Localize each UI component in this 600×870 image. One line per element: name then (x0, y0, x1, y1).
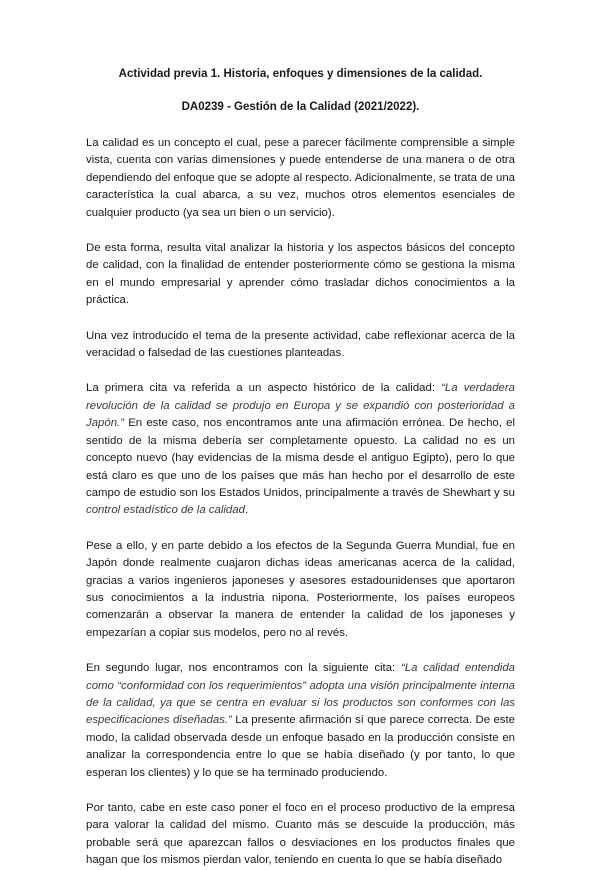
document-title: Actividad previa 1. Historia, enfoques y dimensiones de la calidad. (118, 68, 483, 80)
paragraph-4-quote: “La verdadera revolución de la calidad se produjo en Europa y se expandió con posterioridad a Japón.” (86, 382, 515, 430)
paragraph-6-intro: En segundo lugar, nos encontramos con la siguiente cita: (86, 662, 401, 675)
paragraph-4-emphasis: control estadístico de la calidad (86, 504, 245, 517)
paragraph-4-body: En este caso, nos encontramos ante una afirmación errónea. De hecho, el sentido de la misma debería ser completamente opuesto. La calidad no es un concepto nuevo (hay evidencias de la misma desde el antiguo Egipto), pero lo que está claro es que uno de los países que más han hecho por el desarrollo de este campo de estudio son los Estados Unidos, principalmente a través de Shewhart y su (86, 417, 515, 499)
paragraph-6 (86, 660, 515, 782)
paragraph-3: Una vez introducido el tema de la presente actividad, cabe reflexionar acerca de la veracidad o falsedad de las cuestiones planteadas. (86, 329, 515, 360)
paragraph-6-body: La presente afirmación sí que parece correcta. De este modo, la calidad observada desde un enfoque basado en la producción consiste en analizar la correspondencia entre lo que se había diseñado (y por tanto, lo que esperan los clientes) y lo que se ha terminado produciendo. (86, 714, 515, 779)
paragraph-2: De esta forma, resulta vital analizar la historia y los aspectos básicos del concepto de calidad, con la finalidad de entender posteriormente cómo se gestiona la misma en el mundo empresarial y aprender cómo trasladar dichos conocimientos a la práctica. (86, 242, 515, 307)
paragraph-4-intro: La primera cita va referida a un aspecto histórico de la calidad: (86, 382, 442, 395)
document-subtitle: DA0239 - Gestión de la Calidad (2021/2022). (181, 101, 420, 113)
paragraph-4 (86, 380, 515, 519)
paragraph-5: Pese a ello, y en parte debido a los efectos de la Segunda Guerra Mundial, fue en Japón donde realmente cuajaron dichas ideas americanas acerca de la calidad, gracias a varios ingenieros japoneses y asesores estadounidenses que aportaron sus conocimientos a la industria nipona. Posteriormente, los países europeos comenzarán a observar la manera de entender la calidad de los japoneses y empezarían a copiar sus modelos, pero no al revés. (86, 539, 515, 639)
paragraph-1: La calidad es un concepto el cual, pese a parecer fácilmente comprensible a simple vista, cuenta con varias dimensiones y puede entenderse de una manera o de otra dependiendo del enfoque que se adopte al respecto. Adicionalmente, se trata de una característica la cual abarca, a su vez, muchos otros elementos esenciales de cualquier producto (ya sea un bien o un servicio). (86, 137, 515, 219)
paragraph-6-quote: “La calidad entendida como “conformidad con los requerimientos” adopta una visión principalmente interna de la calidad, ya que se centra en evaluar si los productos son conformes con las especificaciones diseñadas.” (86, 662, 515, 727)
paragraph-7: Por tanto, cabe en este caso poner el foco en el proceso productivo de la empresa para valorar la calidad del mismo. Cuanto más se descuide la producción, más probable será que aparezcan fallos o desviaciones en los productos finales que hagan que los mismos pierdan valor, teniendo en cuenta lo que se había diseñado (86, 802, 515, 867)
paragraph-4-end: . (244, 504, 249, 517)
